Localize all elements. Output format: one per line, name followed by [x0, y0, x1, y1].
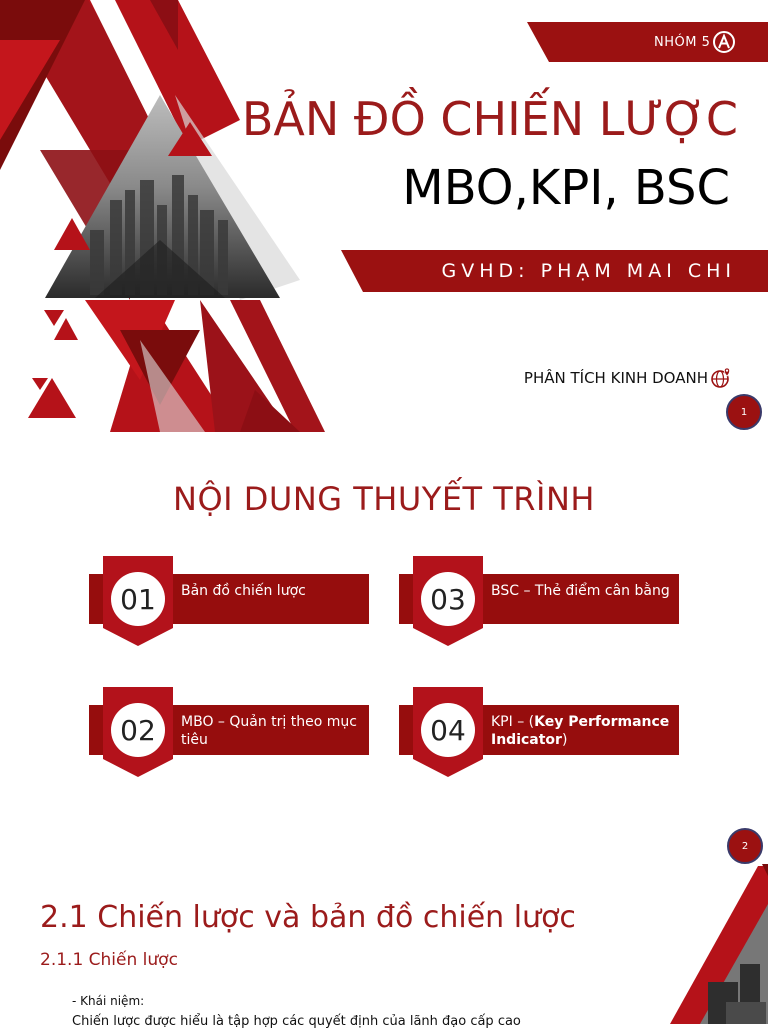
kpi-label-suffix: )	[561, 732, 568, 748]
globe-pin-icon	[710, 366, 734, 390]
subject-label: PHÂN TÍCH KINH DOANH	[523, 369, 708, 387]
kpi-label-prefix: KPI – (	[491, 714, 535, 730]
kpi-label-bold: Key Performance Indicator	[491, 714, 670, 748]
agenda-item-label: Bản đồ chiến lược	[181, 583, 306, 599]
concept-body: Chiến lược được hiểu là tập hợp các quyết định của lãnh đạo cấp cao	[72, 1014, 521, 1029]
presentation-title: BẢN ĐỒ CHIẾN LƯỢC	[241, 92, 738, 146]
group-logo-icon	[712, 30, 736, 54]
page-number-badge: 1	[726, 394, 762, 430]
title-slide	[0, 0, 768, 432]
agenda-item-number: 03	[421, 572, 475, 626]
agenda-item-03	[399, 556, 679, 646]
agenda-item-02	[89, 687, 369, 777]
presentation-subtitle: MBO,KPI, BSC	[402, 160, 730, 216]
agenda-item-label: MBO – Quản trị theo mục tiêu	[181, 714, 357, 748]
page-number-badge: 2	[727, 828, 763, 864]
agenda-item-label: BSC – Thẻ điểm cân bằng	[491, 583, 670, 599]
agenda-item-number: 04	[421, 703, 475, 757]
triangle-decoration	[0, 0, 340, 432]
agenda-item-number: 01	[111, 572, 165, 626]
agenda-slide	[0, 432, 768, 864]
agenda-heading: NỘI DUNG THUYẾT TRÌNH	[173, 480, 595, 518]
agenda-item-04	[399, 687, 679, 777]
section-subheading: 2.1.1 Chiến lược	[40, 950, 178, 970]
agenda-item-01	[89, 556, 369, 646]
corner-photo-decoration	[630, 864, 768, 1024]
group-label: NHÓM 5	[654, 35, 711, 50]
concept-bullet: - Khái niệm:	[72, 994, 145, 1008]
agenda-item-label	[491, 713, 679, 751]
instructor-name: GVHD: PHẠM MAI CHI	[441, 260, 736, 282]
content-slide	[0, 840, 768, 1029]
agenda-item-number: 02	[111, 703, 165, 757]
section-heading: 2.1 Chiến lược và bản đồ chiến lược	[40, 900, 576, 935]
